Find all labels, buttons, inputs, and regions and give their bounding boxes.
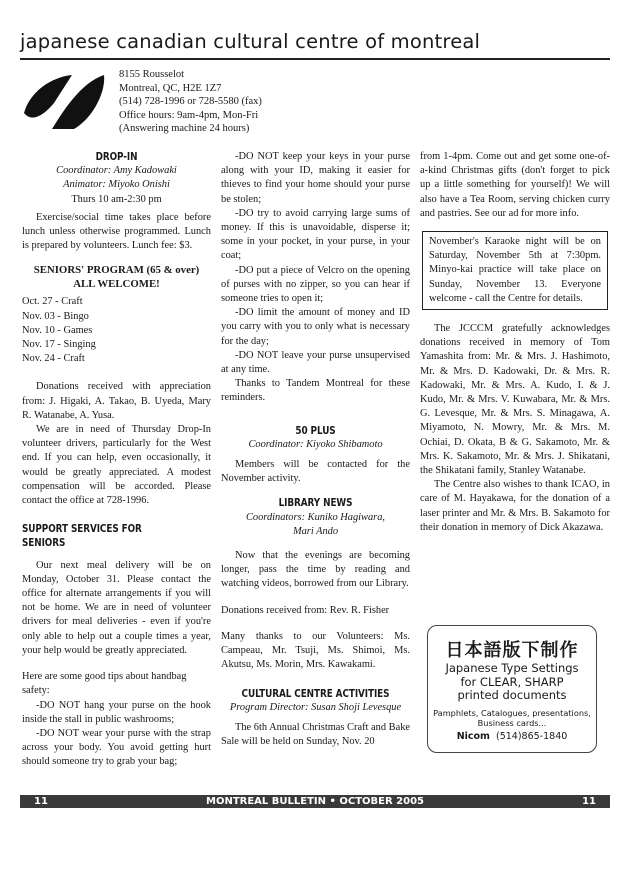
ad-phone: (514)865-1840 [496,730,568,742]
support-heading: SUPPORT SERVICES FOR SENIORS [22,522,142,550]
dropin-coordinator: Coordinator: Amy Kadowaki [56,165,177,177]
library-donations: Donations received from: Rev. R. Fisher [221,604,390,616]
cultural-director: Program Director: Susan Shoji Levesque [229,701,402,713]
column-3 [420,150,610,535]
cultural-heading: CULTURAL CENTRE ACTIVITIES [241,686,390,700]
address-machine: (Answering machine 24 hours) [119,123,250,135]
tip: -DO try to avoid carrying large sums of money. If this is unavoidable, disperse it; some in your pocket, in your purse, in your coat; [221,207,410,262]
schedule-item: Oct. 27 - Craft [22,296,83,308]
seniors-heading: SENIORS' PROGRAM (65 & over) [33,264,200,277]
karaoke-notice: November's Karaoke night will be on Saturday, November 5th at 7:30pm. Minyo-kai practice will take place on Sunday, November 13. Everyone welcome - call the Centre for details. [429,236,601,304]
library-heading: LIBRARY NEWS [278,496,353,510]
schedule-item: Nov. 24 - Craft [22,353,85,365]
meal-delivery: Our next meal delivery will be on Monday, October 31. Please contact the office for alternate arrangements if you will not be home. We are in need of volunteer drivers for meal deliveries - even if you're only able to help out a couple times a year, your help would be greatly appreciated. [22,559,211,656]
tip: -DO NOT leave your purse unsupervised at any time. [221,349,410,376]
tip: -DO NOT hang your purse on the hook inside the stall in public washrooms; [22,699,211,725]
ad-line: printed documents [457,688,567,702]
dropin-donations: Donations received with appreciation from: J. Higaki, A. Takao, B. Uyeda, Mary R. Watanabe, A. Yusa. [22,381,211,421]
drivers-request: We are in need of Thursday Drop-In volunteer drivers, particularly for the West end. If you can help, even occasionally, it would be greatly appreciated. A modest compensation will be accorded. Please contact the office at 728-1996. [22,424,211,507]
karaoke-notice-box [422,231,608,310]
tip: -DO NOT wear your purse with the strap across your body. You avoid getting hurt should someone try to grab your bag; [22,727,211,768]
library-coordinators-2: Mari Ando [292,525,339,537]
ad-services-2: Business cards... [477,717,547,728]
cultural-body: The 6th Annual Christmas Craft and Bake Sale will be held on Sunday, Nov. 20 [221,721,410,748]
footer-bar [20,795,610,808]
jcccm-logo [22,73,106,131]
column-2 [221,150,410,749]
tips-intro: Here are some good tips about handbag safety: [22,671,187,697]
fifty-plus-body: Members will be contacted for the November activity. [221,459,410,485]
library-body: Now that the evenings are becoming longer, pass the time by reading and watching videos, borrowed from our Library. [221,550,410,590]
address-city: Montreal, QC, H2E 1Z7 [119,82,222,94]
ad-services: Pamphlets, Catalogues, presentations, [433,707,591,718]
footer-title: MONTREAL BULLETIN • OCTOBER 2005 [206,796,424,807]
library-coordinators: Coordinators: Kuniko Hagiwara, [245,511,386,523]
centre-thanks: The Centre also wishes to thank ICAO, in care of M. Hayakawa, for the donation of a laser printer and Mr. & Mrs. B. Sakamoto for their donation in memory of Dick Akazawa. [420,479,610,533]
nicom-advertisement [427,625,597,753]
seniors-subheading: ALL WELCOME! [73,278,160,291]
tip: -DO put a piece of Velcro on the opening of purses with no zipper, so you can hear if someone tries to open it; [221,264,410,305]
ad-line: for CLEAR, SHARP [460,674,564,689]
address-hours: Office hours: 9am-4pm, Mon-Fri [119,109,259,121]
craft-sale-continued: from 1-4pm. Come out and get some one-of-a-kind Christmas gifts (don't forget to pick up a little something for yourself)! We will also have a Tea Room, serving chicken curry and pastries. See our ad for more info. [420,151,610,219]
fifty-plus-heading: 50 PLUS [295,423,336,437]
schedule-item: Nov. 10 - Games [22,324,93,336]
tip: -DO limit the amount of money and ID you carry with you to only what is necessary for the day; [221,307,410,347]
tip: -DO NOT keep your keys in your purse along with your ID, making it easier for thieves to find your home should your purse be stolen; [221,151,410,205]
schedule-item: Nov. 03 - Bingo [22,310,89,322]
column-1 [22,150,211,770]
header-rule [20,58,610,60]
tips-thanks: Thanks to Tandem Montreal for these reminders. [221,378,410,404]
dropin-heading: DROP-IN [95,150,138,163]
dropin-time: Thurs 10 am-2:30 pm [71,193,162,205]
address-block [119,68,262,136]
address-street: 8155 Rousselot [119,69,185,80]
dropin-body: Exercise/social time takes place before lunch unless otherwise programmed. Lunch is prepared by volunteers. Lunch fee: $3. [22,211,211,252]
dropin-animator: Animator: Miyoko Onishi [63,179,170,191]
page-number-right: 11 [582,796,596,807]
ad-line: Japanese Type Settings [445,661,579,675]
page-header-title: japanese canadian cultural centre of montreal [20,30,481,53]
address-phone: (514) 728-1996 or 728-5580 (fax) [119,96,262,108]
fifty-plus-coordinator: Coordinator: Kiyoko Shibamoto [248,438,383,450]
volunteers-thanks: Many thanks to our Volunteers: Ms. Campeau, Mr. Tsuji, Ms. Shimoi, Ms. Akutsu, Ms. Morin, Mrs. Kawakami. [221,630,410,671]
ad-kanji: 日本語版下制作 [445,640,579,661]
memorial-donations: The JCCCM gratefully acknowledges donations received in memory of Tom Yamashita from: Mr. & Mrs. J. Hashimoto, Mr. & Mrs. D. Kadowaki, Dr. & Mrs. R. Kadowaki, Mr. & Mrs. A. Kudo, I. & J. Kudo, Mr. & Mrs. V. Kuwabara, Mr. & Mrs. G. Levesque, Mr. & Mrs. S. Minagawa, A. Miyamoto, N. Mowry, Mr. & Mrs. M. Ochiai, D. Okata, B & G. Sakamoto, Mr. & Mrs. K. Sakamoto, Mr. & Mrs. J. Shikatani, the Shikatani family, Stanley Watanabe. [420,323,610,477]
schedule-item: Nov. 17 - Singing [22,339,96,351]
ad-company: Nicom [456,730,490,742]
page-number-left: 11 [34,796,48,807]
